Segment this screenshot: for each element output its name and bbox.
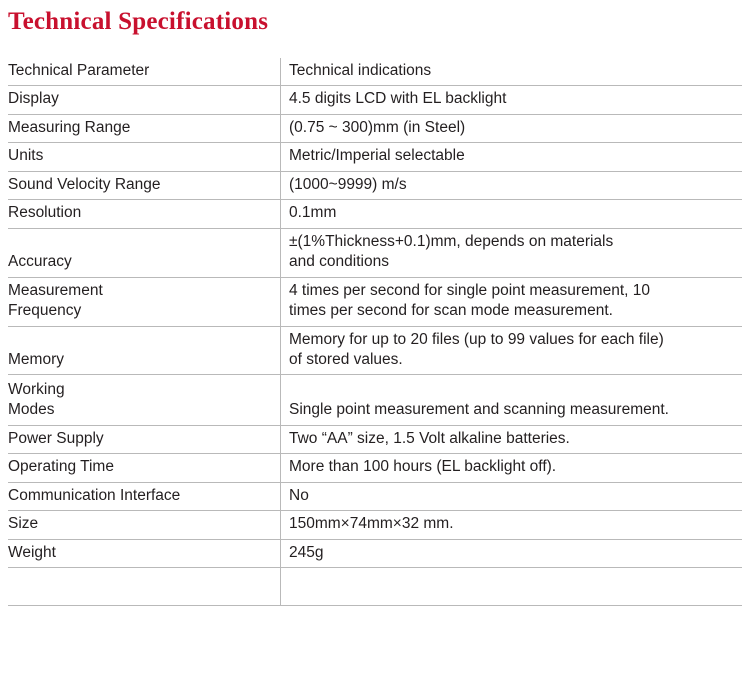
value-accuracy-line1: ±(1%Thickness+0.1)mm, depends on materials [289, 232, 614, 250]
table-row [8, 277, 742, 326]
table-row [8, 425, 742, 453]
param-communication-interface: Communication Interface [8, 482, 281, 510]
header-parameter-cell: Technical Parameter [8, 58, 281, 86]
value-working-modes-text: Single point measurement and scanning measurement. [289, 401, 669, 419]
param-measuring-range: Measuring Range [8, 114, 281, 142]
param-power-supply: Power Supply [8, 425, 281, 453]
value-measurement-frequency-line2: times per second for scan mode measurement. [289, 302, 613, 320]
param-accuracy: Accuracy [8, 228, 281, 277]
table-header-row [8, 58, 742, 86]
table-row [8, 114, 742, 142]
table-tail-left [8, 568, 281, 606]
param-display: Display [8, 86, 281, 114]
value-units: Metric/Imperial selectable [281, 143, 743, 171]
value-measurement-frequency-line1: 4 times per second for single point measurement, 10 [289, 281, 650, 299]
table-row [8, 228, 742, 277]
table-row [8, 482, 742, 510]
table-tail-row [8, 568, 742, 606]
value-communication-interface: No [281, 482, 743, 510]
header-indications-cell: Technical indications [281, 58, 743, 86]
value-measuring-range: (0.75 ~ 300)mm (in Steel) [281, 114, 743, 142]
param-memory: Memory [8, 326, 281, 375]
value-power-supply: Two “AA” size, 1.5 Volt alkaline batteries. [281, 425, 743, 453]
param-working-modes [8, 375, 281, 425]
page-title: Technical Specifications [8, 8, 269, 35]
value-resolution: 0.1mm [281, 200, 743, 228]
value-working-modes [281, 375, 743, 425]
technical-specifications-table [8, 58, 742, 606]
value-operating-time: More than 100 hours (EL backlight off). [281, 454, 743, 482]
table-row [8, 200, 742, 228]
param-weight: Weight [8, 539, 281, 567]
param-measurement-frequency-line1: Measurement [8, 281, 103, 299]
table-row [8, 171, 742, 199]
value-measurement-frequency [281, 277, 743, 326]
value-accuracy-line2: and conditions [289, 253, 389, 271]
param-resolution: Resolution [8, 200, 281, 228]
param-measurement-frequency [8, 277, 281, 326]
value-weight: 245g [281, 539, 743, 567]
table-row [8, 375, 742, 425]
param-measurement-frequency-line2: Frequency [8, 302, 82, 320]
value-sound-velocity-range: (1000~9999) m/s [281, 171, 743, 199]
param-working-modes-line2: Modes [8, 401, 55, 419]
value-memory-line1: Memory for up to 20 files (up to 99 values for each file) [289, 330, 664, 348]
table-row [8, 539, 742, 567]
value-size: 150mm×74mm×32 mm. [281, 511, 743, 539]
param-units: Units [8, 143, 281, 171]
value-accuracy [281, 228, 743, 277]
table-row [8, 143, 742, 171]
param-operating-time: Operating Time [8, 454, 281, 482]
table-tail-right [281, 568, 743, 606]
param-size: Size [8, 511, 281, 539]
param-working-modes-line1: Working [8, 380, 65, 398]
param-sound-velocity-range: Sound Velocity Range [8, 171, 281, 199]
value-memory [281, 326, 743, 375]
table-row [8, 86, 742, 114]
table-row [8, 511, 742, 539]
value-display: 4.5 digits LCD with EL backlight [281, 86, 743, 114]
value-memory-line2: of stored values. [289, 350, 403, 368]
table-row [8, 326, 742, 375]
table-row [8, 454, 742, 482]
